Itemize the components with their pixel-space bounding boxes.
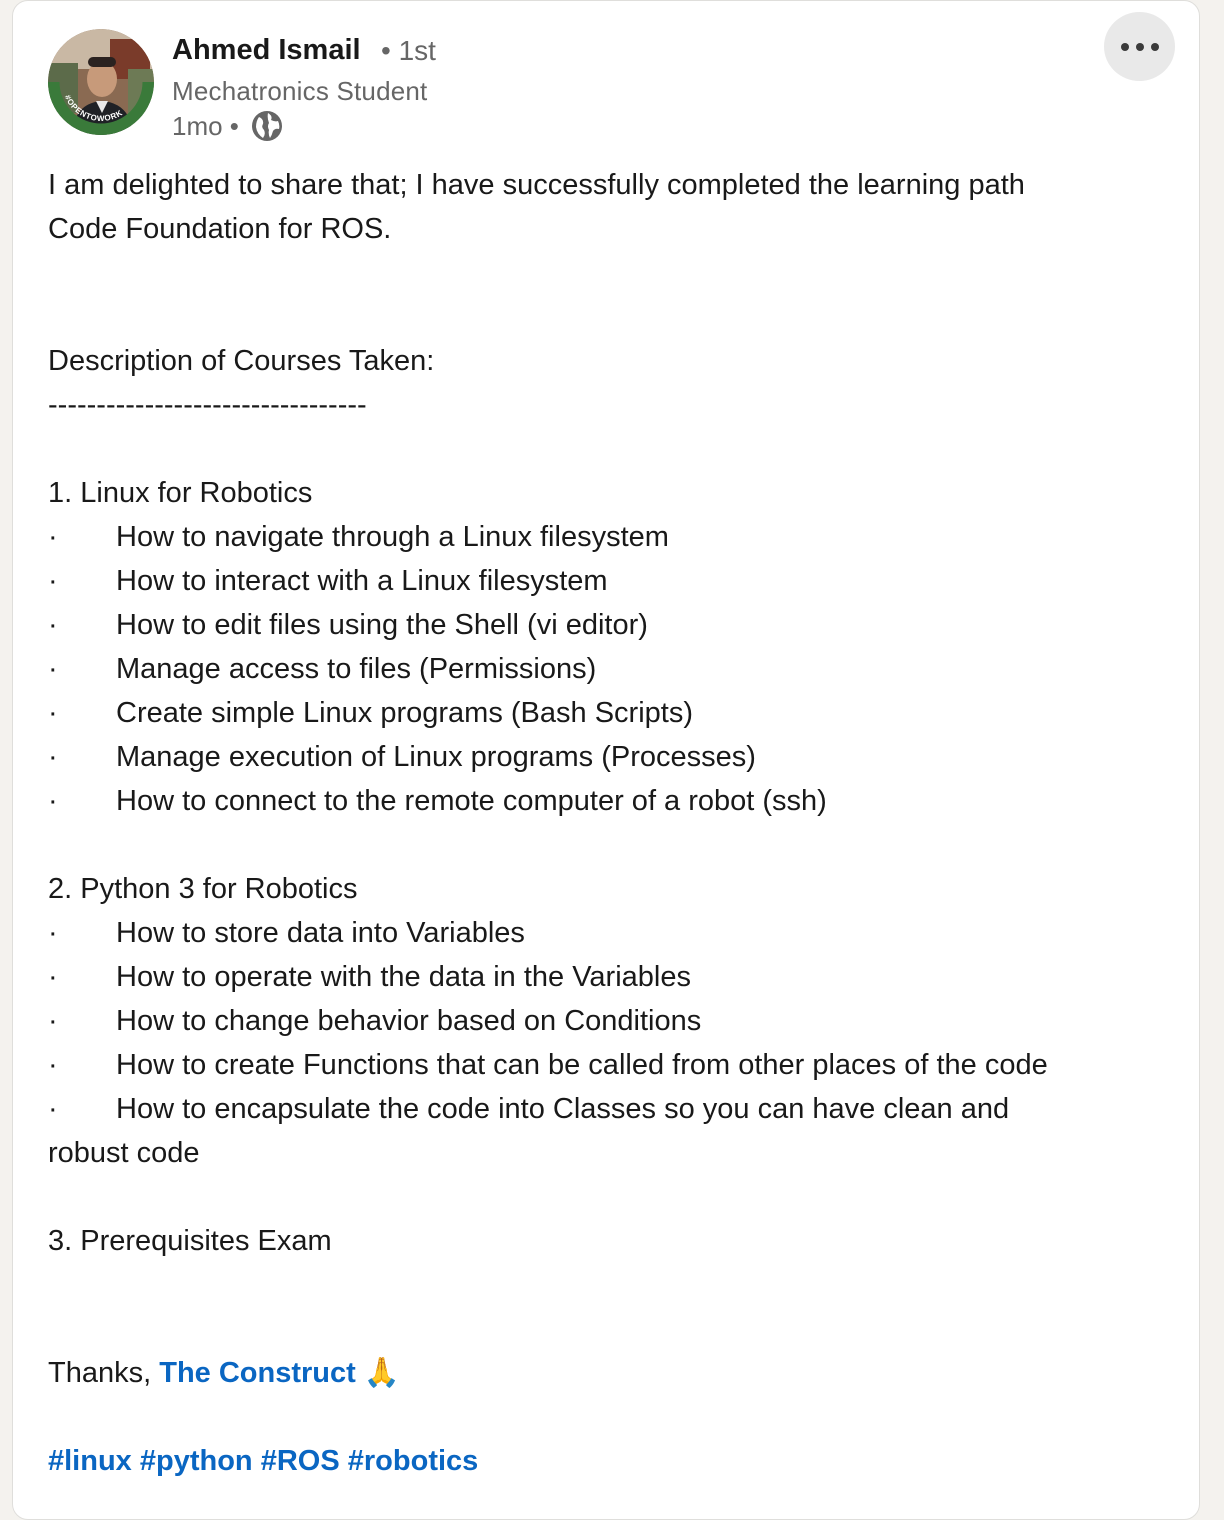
post-card xyxy=(12,0,1200,1520)
hashtag-link[interactable]: #linux xyxy=(48,1445,132,1477)
author-avatar[interactable] xyxy=(48,29,154,135)
list-item: · Manage access to files (Permissions) xyxy=(48,653,597,685)
list-item: · How to operate with the data in the Variables xyxy=(48,961,691,993)
list-item: · How to change behavior based on Conditions xyxy=(48,1005,702,1037)
hashtag-link[interactable]: #robotics xyxy=(347,1445,479,1477)
avatar-photo xyxy=(48,29,154,135)
hashtag-link[interactable]: #ROS xyxy=(260,1445,340,1477)
list-item: · How to connect to the remote computer of a robot (ssh) xyxy=(48,785,827,817)
description-heading: Description of Courses Taken: xyxy=(48,345,435,377)
ellipsis-icon xyxy=(1121,43,1129,51)
list-item: · Create simple Linux programs (Bash Scripts) xyxy=(48,697,693,729)
list-item: · How to edit files using the Shell (vi editor) xyxy=(48,609,648,641)
thanks-text: Thanks, xyxy=(48,1357,152,1389)
mention-link[interactable]: The Construct xyxy=(159,1357,356,1389)
list-item: · Manage execution of Linux programs (Processes) xyxy=(48,741,756,773)
list-item: · How to navigate through a Linux filesystem xyxy=(48,521,669,553)
list-item: · How to store data into Variables xyxy=(48,917,525,949)
course-title: 1. Linux for Robotics xyxy=(48,477,313,509)
more-options-button[interactable] xyxy=(1104,12,1175,81)
course-title: 2. Python 3 for Robotics xyxy=(48,873,358,905)
intro-line: Code Foundation for ROS. xyxy=(48,213,392,245)
pray-emoji: 🙏 xyxy=(363,1357,400,1389)
globe-icon xyxy=(251,110,283,142)
post-timestamp[interactable]: 1mo • xyxy=(172,111,239,141)
opentowork-badge: #OPENTOWORK xyxy=(62,93,125,124)
author-headline: Mechatronics Student xyxy=(172,76,428,106)
author-name[interactable]: Ahmed Ismail xyxy=(172,34,361,66)
intro-line: I am delighted to share that; I have successfully completed the learning path xyxy=(48,169,1025,201)
connection-degree: • 1st xyxy=(381,35,436,66)
divider-text: --------------------------------- xyxy=(48,389,367,421)
thanks-line xyxy=(48,1351,1188,1395)
course-title: 3. Prerequisites Exam xyxy=(48,1225,332,1257)
post-body xyxy=(48,163,1188,1483)
list-item: · How to interact with a Linux filesystem xyxy=(48,565,608,597)
hashtag-link[interactable]: #python xyxy=(139,1445,253,1477)
list-item: · How to encapsulate the code into Classes so you can have clean and robust code xyxy=(48,1093,1010,1169)
list-item: · How to create Functions that can be called from other places of the code xyxy=(48,1049,1048,1081)
hashtags xyxy=(48,1439,1188,1483)
